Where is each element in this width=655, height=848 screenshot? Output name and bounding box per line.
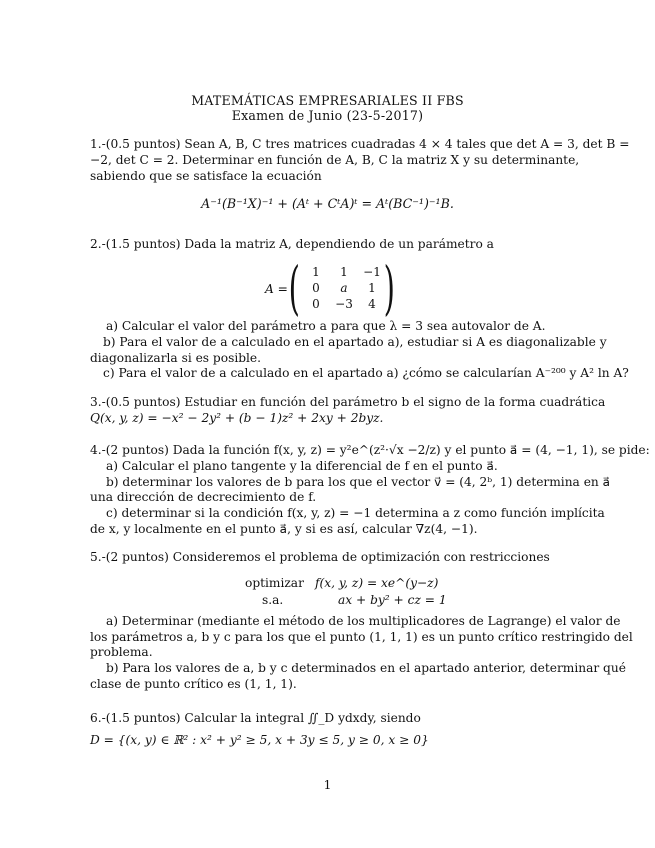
p4-part-b-line1: b) determinar los valores de b para los que el vector v⃗ = (4, 2ᵇ, 1) determina en a⃗ bbox=[106, 475, 611, 489]
matrix-right-paren: ) bbox=[383, 254, 395, 322]
p5-subject-to-label: s.a. bbox=[262, 593, 284, 607]
page-number: 1 bbox=[323, 778, 332, 792]
matrix-cell: a bbox=[340, 281, 348, 295]
p2-part-c: c) Para el valor de a calculado en el apartado a) ¿cómo se calcularían A⁻²⁰⁰ y A² ln A? bbox=[103, 366, 629, 380]
p6-line2: D = {(x, y) ∈ ℝ² : x² + y² ≥ 5, x + 3y ≤ 5, y ≥ 0, x ≥ 0} bbox=[90, 733, 429, 747]
p2-part-b-line2: diagonalizarla si es posible. bbox=[90, 351, 262, 365]
matrix-cell: 1 bbox=[312, 265, 320, 279]
p5-part-a-line2: los parámetros a, b y c para los que el punto (1, 1, 1) es un punto crítico restringido del bbox=[90, 630, 633, 644]
p5-part-a-line3: problema. bbox=[90, 645, 153, 659]
p2-part-b-line1: b) Para el valor de a calculado en el apartado a), estudiar si A es diagonalizable y bbox=[103, 335, 607, 349]
p2-matrix bbox=[302, 264, 386, 312]
matrix-left-paren: ( bbox=[288, 254, 300, 322]
p5-part-b-line2: clase de punto crítico es (1, 1, 1). bbox=[90, 677, 297, 691]
matrix-cell: 0 bbox=[312, 297, 320, 311]
p1-equation: A⁻¹(B⁻¹X)⁻¹ + (Aᵗ + CᵗA)ᵗ = Aᵗ(BC⁻¹)⁻¹B. bbox=[201, 196, 454, 211]
p5-part-b-line1: b) Para los valores de a, b y c determinados en el apartado anterior, determinar qué bbox=[106, 661, 626, 675]
p1-line2: −2, det C = 2. Determinar en función de A, B, C la matriz X y su determinante, bbox=[90, 153, 580, 167]
matrix-cell: 1 bbox=[368, 281, 376, 295]
matrix-cell: 0 bbox=[312, 281, 320, 295]
p6-line1: 6.-(1.5 puntos) Calcular la integral ∬_D ydxdy, siendo bbox=[90, 711, 421, 725]
exam-subtitle: Examen de Junio (23-5-2017) bbox=[231, 108, 424, 123]
p1-line3: sabiendo que se satisface la ecuación bbox=[90, 169, 322, 183]
matrix-cell: −3 bbox=[335, 297, 353, 311]
p3-line2: Q(x, y, z) = −x² − 2y² + (b − 1)z² + 2xy + 2byz. bbox=[90, 411, 384, 425]
p2-part-a: a) Calcular el valor del parámetro a para que λ = 3 sea autovalor de A. bbox=[106, 319, 546, 333]
p1-line1: 1.-(0.5 puntos) Sean A, B, C tres matrices cuadradas 4 × 4 tales que det A = 3, det B = bbox=[90, 137, 630, 151]
p2-intro: 2.-(1.5 puntos) Dada la matriz A, dependiendo de un parámetro a bbox=[90, 237, 494, 251]
matrix-cell: 4 bbox=[368, 297, 376, 311]
p5-constraint: ax + by² + cz = 1 bbox=[338, 593, 447, 607]
p5-intro: 5.-(2 puntos) Consideremos el problema de optimización con restricciones bbox=[90, 550, 550, 564]
p5-objective: f(x, y, z) = xe^(y−z) bbox=[315, 576, 439, 590]
matrix-cell: 1 bbox=[340, 265, 348, 279]
p4-part-c-line2: de x, y localmente en el punto a⃗, y si es así, calcular ∇z(4, −1). bbox=[90, 522, 478, 536]
p2-matrix-label: A = bbox=[265, 282, 288, 296]
p5-optimize-label: optimizar bbox=[245, 576, 304, 590]
p3-line1: 3.-(0.5 puntos) Estudiar en función del parámetro b el signo de la forma cuadrática bbox=[90, 395, 606, 409]
p4-part-c-line1: c) determinar si la condición f(x, y, z) = −1 determina a z como función implícita bbox=[106, 506, 605, 520]
p4-part-b-line2: una dirección de decrecimiento de f. bbox=[90, 490, 317, 504]
exam-title: MATEMÁTICAS EMPRESARIALES II FBS bbox=[191, 93, 464, 108]
p4-part-a: a) Calcular el plano tangente y la diferencial de f en el punto a⃗. bbox=[106, 459, 498, 473]
matrix-cell: −1 bbox=[363, 265, 381, 279]
p5-part-a-line1: a) Determinar (mediante el método de los multiplicadores de Lagrange) el valor de bbox=[106, 614, 621, 628]
p4-intro: 4.-(2 puntos) Dada la función f(x, y, z) = y²e^(z²·√x −2/z) y el punto a⃗ = (4, −1, 1), se pide: bbox=[90, 443, 650, 457]
